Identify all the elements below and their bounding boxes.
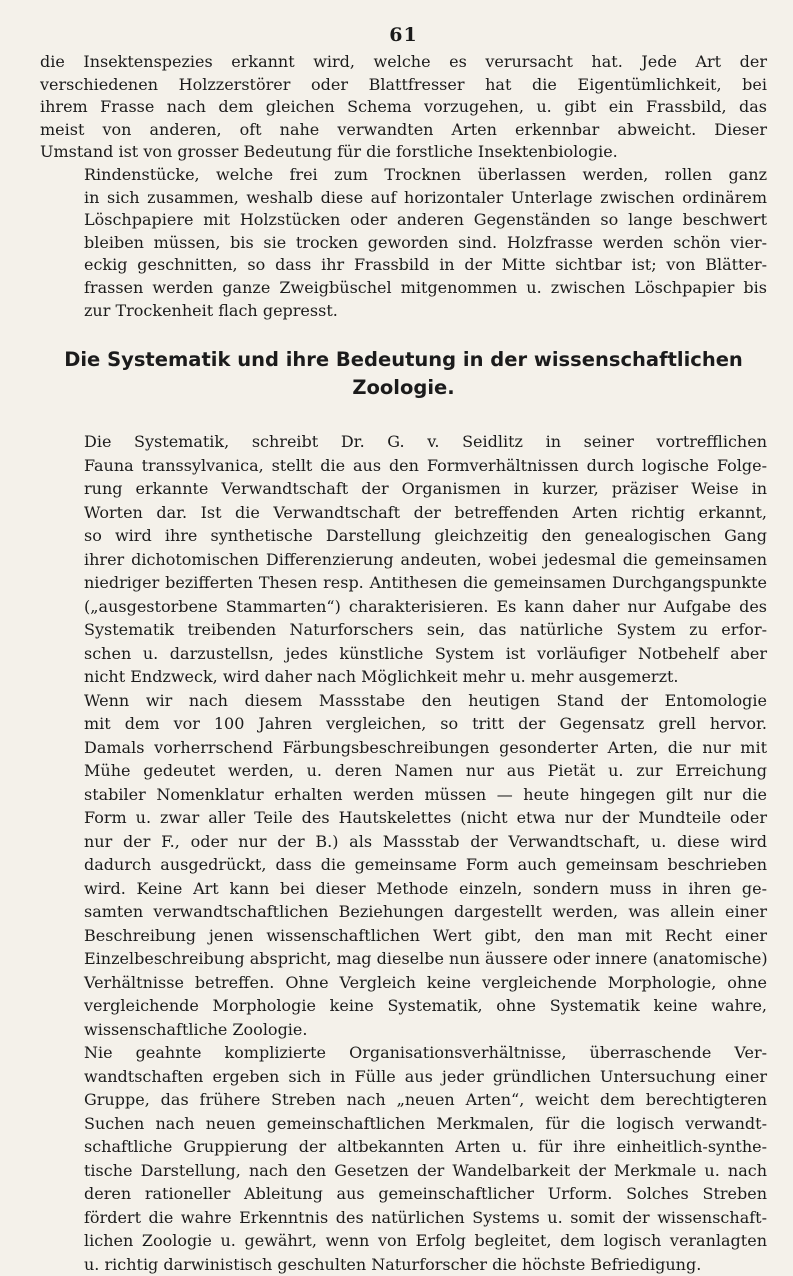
text-line: schaftliche Gruppierung der altbekannten Arten u. für ihre einheitlich-synthe- [84, 1137, 767, 1157]
text-line: („ausgestorbene Stammarten“) charakterisieren. Es kann daher nur Aufgabe des [84, 596, 767, 616]
text-line: Damals vorherrschend Färbungsbeschreibungen gesonderter Arten, die nur mit [84, 737, 767, 757]
text-line: Gruppe, das frühere Streben nach „neuen Arten“, weicht dem berechtigteren [84, 1090, 767, 1110]
section-heading [40, 346, 767, 402]
text-line: ihrem Frasse nach dem gleichen Schema vorzugehen, u. gibt ein Frassbild, das [40, 97, 767, 117]
text-line: meist von anderen, oft nahe verwandten Arten erkennbar abweicht. Dieser [40, 119, 767, 139]
text-line: stabiler Nomenklatur erhalten werden müssen — heute hingegen gilt nur die [84, 784, 767, 804]
paragraph [40, 430, 767, 689]
text-line: Form u. zwar aller Teile des Hautskelettes (nicht etwa nur der Mundteile oder [84, 808, 767, 828]
text-line: Systematik treibenden Naturforschers sein, das natürliche System zu erfor- [84, 620, 767, 640]
text-line: u. richtig darwinistisch geschulten Naturforscher die höchste Befriedigung. [84, 1254, 702, 1274]
text-line: dadurch ausgedrückt, dass die gemeinsame Form auch gemeinsam beschrieben [84, 855, 767, 875]
text-line: niedriger bezifferten Thesen resp. Antithesen die gemeinsamen Durchgangspunkte [84, 573, 767, 593]
intro-text-block [40, 51, 767, 322]
paragraph [40, 51, 767, 164]
text-line: Umstand ist von grosser Bedeutung für die forstliche Insektenbiologie. [40, 142, 618, 162]
text-line: so wird ihre synthetische Darstellung gleichzeitig den genealogischen Gang [84, 526, 767, 546]
text-line: nicht Endzweck, wird daher nach Möglichkeit mehr u. mehr ausgemerzt. [84, 667, 679, 687]
text-line: deren rationeller Ableitung aus gemeinschaftlicher Urform. Solches Streben [84, 1184, 767, 1204]
text-line: Rindenstücke, welche frei zum Trocknen überlassen werden, rollen ganz [84, 164, 767, 184]
text-line: Nie geahnte komplizierte Organisationsverhältnisse, überraschende Ver- [84, 1043, 767, 1063]
text-line: Beschreibung jenen wissenschaftlichen Wert gibt, den man mit Recht einer [84, 925, 767, 945]
text-line: fördert die wahre Erkenntnis des natürlichen Systems u. somit der wissenschaft- [84, 1207, 767, 1227]
text-line: Mühe gedeutet werden, u. deren Namen nur aus Pietät u. zur Erreichung [84, 761, 767, 781]
text-line: wissenschaftliche Zoologie. [84, 1019, 308, 1039]
text-line: nur der F., oder nur der B.) als Massstab der Verwandtschaft, u. diese wird [84, 831, 767, 851]
text-line: Suchen nach neuen gemeinschaftlichen Merkmalen, für die logisch verwandt- [84, 1113, 767, 1133]
text-line: in sich zusammen, weshalb diese auf horizontaler Unterlage zwischen ordinärem [84, 187, 767, 207]
text-line: bleiben müssen, bis sie trocken geworden sind. Holzfrasse werden schön vier- [84, 232, 767, 252]
section-body-text [40, 430, 767, 1276]
paragraph [40, 164, 767, 322]
text-line: samten verwandtschaftlichen Beziehungen dargestellt werden, was allein einer [84, 902, 767, 922]
page-number: 61 [389, 24, 418, 46]
text-line: eckig geschnitten, so dass ihr Frassbild in der Mitte sichtbar ist; von Blätter- [84, 255, 767, 275]
text-line: frassen werden ganze Zweigbüschel mitgenommen u. zwischen Löschpapier bis [84, 277, 767, 297]
section-heading-line-2: Zoologie. [352, 376, 455, 400]
text-line: ihrer dichotomischen Differenzierung andeuten, wobei jedesmal die gemeinsamen [84, 549, 767, 569]
text-line: tische Darstellung, nach den Gesetzen der Wandelbarkeit der Merkmale u. nach [84, 1160, 767, 1180]
text-line: Die Systematik, schreibt Dr. G. v. Seidlitz in seiner vortrefflichen [84, 432, 767, 452]
text-line: wird. Keine Art kann bei dieser Methode einzeln, sondern muss in ihren ge- [84, 878, 767, 898]
text-line: Worten dar. Ist die Verwandtschaft der betreffenden Arten richtig erkannt, [84, 502, 767, 522]
section-heading-line-1: Die Systematik und ihre Bedeutung in der wissenschaftlichen [64, 348, 743, 372]
text-line: Einzelbeschreibung abspricht, mag dieselbe nun äussere oder innere (anatomische) [84, 949, 768, 969]
text-line: lichen Zoologie u. gewährt, wenn von Erfolg begleitet, dem logisch veranlagten [84, 1231, 767, 1251]
text-line: Wenn wir nach diesem Massstabe den heutigen Stand der Entomologie [84, 690, 767, 710]
text-line: die Insektenspezies erkannt wird, welche es verursacht hat. Jede Art der [40, 52, 767, 71]
paragraph [40, 689, 767, 1042]
text-line: schen u. darzustellsn, jedes künstliche System ist vorläufiger Notbehelf aber [84, 643, 767, 663]
text-line: Fauna transsylvanica, stellt die aus den Formverhältnissen durch logische Folge- [84, 455, 767, 475]
text-line: zur Trockenheit flach gepresst. [84, 300, 338, 320]
text-line: wandtschaften ergeben sich in Fülle aus jeder gründlichen Untersuchung einer [84, 1066, 767, 1086]
paragraph [40, 1041, 767, 1276]
text-line: Verhältnisse betreffen. Ohne Vergleich keine vergleichende Morphologie, ohne [84, 972, 767, 992]
text-line: vergleichende Morphologie keine Systematik, ohne Systematik keine wahre, [84, 996, 767, 1016]
text-line: rung erkannte Verwandtschaft der Organismen in kurzer, präziser Weise in [84, 479, 767, 499]
text-line: mit dem vor 100 Jahren vergleichen, so tritt der Gegensatz grell hervor. [84, 714, 767, 734]
text-line: verschiedenen Holzzerstörer oder Blattfresser hat die Eigentümlichkeit, bei [40, 74, 767, 94]
text-line: Löschpapiere mit Holzstücken oder anderen Gegenständen so lange beschwert [84, 210, 767, 230]
